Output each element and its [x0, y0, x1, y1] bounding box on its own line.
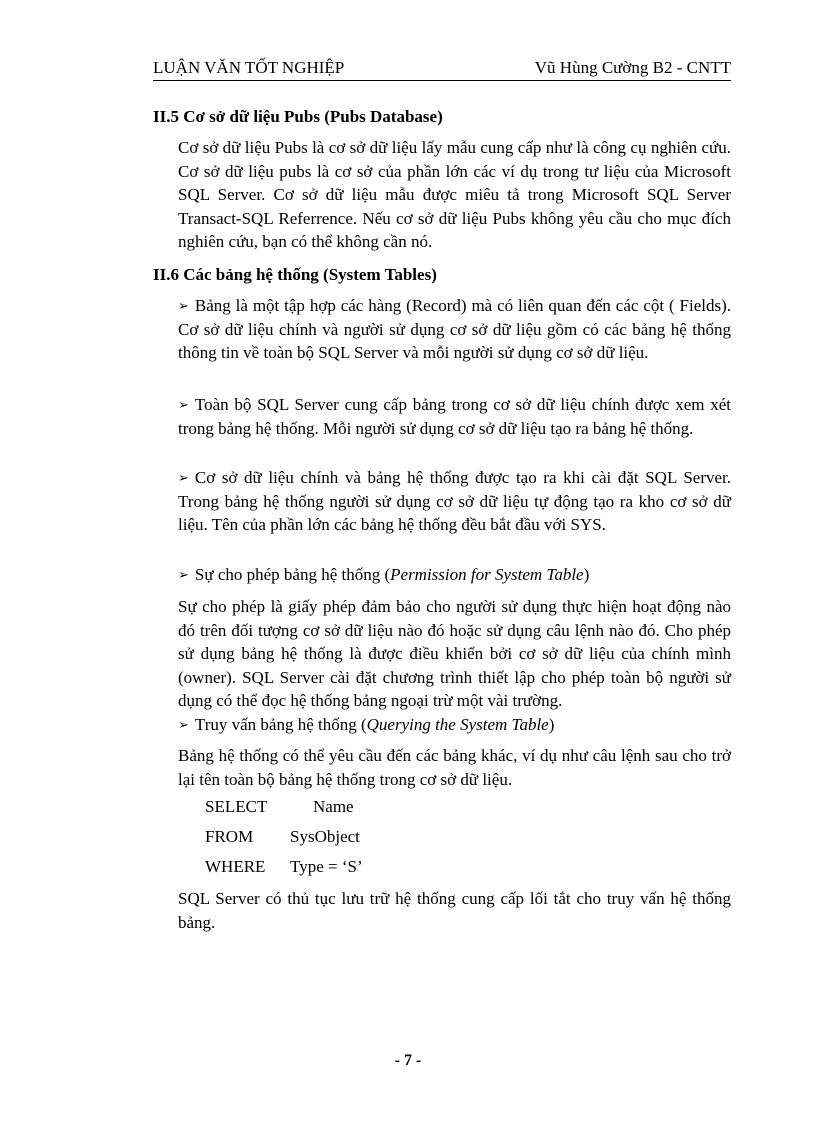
page-number: - 7 - — [394, 1052, 422, 1069]
sql-value: Type = ‘S’ — [290, 857, 363, 876]
bullet-4-prefix: Sự cho phép bảng hệ thống ( — [194, 565, 391, 584]
bullet-4-italic: Permission for System Table — [390, 565, 584, 584]
query-paragraph: Bảng hệ thống có thể yêu cầu đến các bảng khác, ví dụ như câu lệnh sau cho trở lại tên toàn bộ bảng hệ thống trong cơ sở dữ liệu. — [178, 746, 731, 789]
bullet-5-suffix: ) — [548, 715, 555, 734]
pubs-paragraph: Cơ sở dữ liệu Pubs là cơ sở dữ liệu lấy mẫu cung cấp như là công cụ nghiên cứu. Cơ sở dữ liệu pubs là cơ sở của phần lớn các ví dụ trong tư liệu của Microsoft SQL Server. Cơ sở dữ liệu mẫu được miêu tả trong Microsoft SQL Server Transact-SQL Referrence. Nếu cơ sở dữ liệu Pubs không yêu cầu cho mục đích nghiên cứu, bạn có thể không cần nó. — [178, 138, 731, 251]
bullet-4 — [178, 563, 589, 586]
bullet-1 — [178, 294, 731, 365]
bullet-5-italic: Querying the System Table — [366, 715, 549, 734]
sql-keyword: SELECT — [205, 797, 268, 816]
sql-value: Name — [313, 797, 354, 816]
bullet-2-text: Toàn bộ SQL Server cung cấp bảng trong cơ sở dữ liệu chính được xem xét trong bảng hệ thống. Mỗi người sử dụng cơ sở dữ liệu tạo ra bảng hệ thống. — [178, 395, 731, 438]
bullet-2 — [178, 393, 731, 440]
bullet-3-text: Cơ sở dữ liệu chính và bảng hệ thống được tạo ra khi cài đặt SQL Server. Trong bảng hệ thống người sử dụng cơ sở dữ liệu tự động tạo ra kho cơ sở dữ liệu. Tên của phần lớn các bảng hệ thống đều bắt đầu với SYS. — [178, 468, 731, 534]
sql-line-select — [205, 796, 354, 818]
header-right: Vũ Hùng Cường B2 - CNTT — [534, 58, 731, 77]
bullet-5-prefix: Truy vấn bảng hệ thống ( — [194, 715, 367, 734]
bullet-5 — [178, 713, 554, 736]
sql-line-from — [205, 826, 360, 848]
bullet-1-text: Bảng là một tập hợp các hàng (Record) mà có liên quan đến các cột ( Fields). Cơ sở dữ liệu chính và người sử dụng cơ sở dữ liệu gồm có các bảng hệ thống thông tin về toàn bộ SQL Server và mỗi người sử dụng cơ sở dữ liệu. — [178, 296, 731, 362]
header-left: LUẬN VĂN TỐT NGHIỆP — [153, 58, 345, 77]
arrow-bullet-icon: ➢ — [178, 470, 189, 485]
arrow-bullet-icon: ➢ — [178, 397, 189, 412]
permission-paragraph: Sự cho phép là giấy phép đảm bảo cho người sử dụng thực hiện hoạt động nào đó trên đối tượng cơ sở dữ liệu nào đó hoặc sử dụng câu lệnh nào đó. Cho phép sử dụng bảng hệ thống là được điều khiển bởi cơ sở dữ liệu của chính mình (owner). SQL Server cài đặt chương trình thiết lập cho phép toàn bộ người sử dụng có thể đọc hệ thống bảng ngoại trừ một vài trường. — [178, 597, 731, 710]
bullet-3 — [178, 466, 731, 537]
bullet-4-suffix: ) — [583, 565, 590, 584]
sql-keyword: FROM — [205, 827, 254, 846]
sql-line-where — [205, 856, 363, 878]
arrow-bullet-icon: ➢ — [178, 717, 189, 732]
arrow-bullet-icon: ➢ — [178, 567, 189, 582]
sql-keyword: WHERE — [205, 857, 266, 876]
sql-value: SysObject — [290, 827, 360, 846]
closing-paragraph: SQL Server có thủ tục lưu trữ hệ thống cung cấp lối tắt cho truy vấn hệ thống bảng. — [178, 889, 731, 932]
arrow-bullet-icon: ➢ — [178, 298, 189, 313]
page-header — [153, 58, 731, 81]
section-title-pubs: II.5 Cơ sở dữ liệu Pubs (Pubs Database) — [153, 107, 443, 126]
section-title-system-tables: II.6 Các bảng hệ thống (System Tables) — [153, 265, 437, 284]
